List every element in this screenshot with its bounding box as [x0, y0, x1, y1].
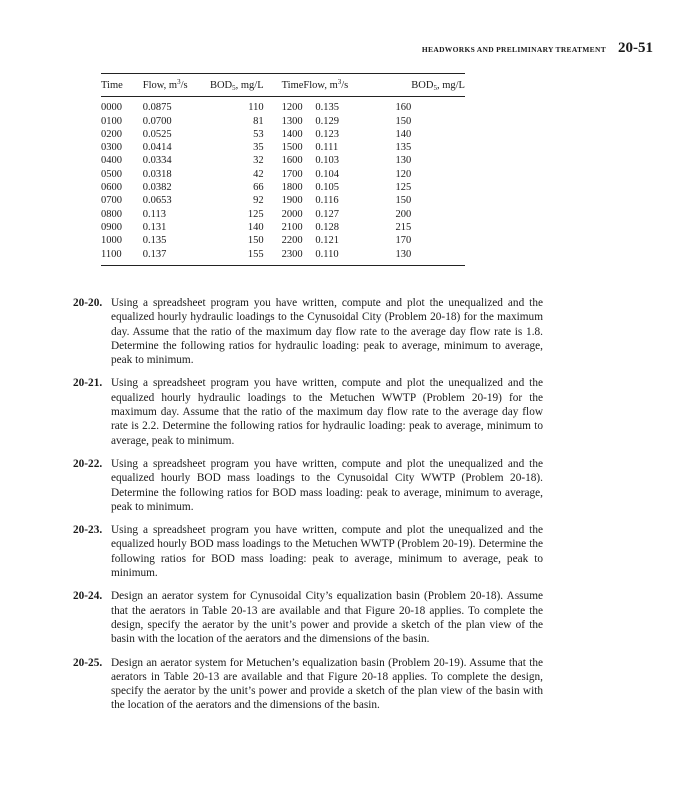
time-cell-2: 1600	[281, 155, 303, 167]
bod-cell-2: 140	[395, 128, 412, 140]
problem-number: 20-25.	[73, 656, 103, 669]
bod-cell: 81	[253, 115, 264, 127]
table-row	[101, 221, 465, 234]
table-row	[101, 128, 465, 141]
spacer-cell	[411, 181, 465, 194]
time-cell-2: 1700	[281, 168, 303, 180]
bod-cell: 155	[247, 248, 264, 260]
flow-cell-2: 0.129	[315, 115, 340, 127]
flow-cell-2: 0.123	[315, 128, 340, 140]
table-row	[101, 234, 465, 247]
spacer-cell	[411, 208, 465, 221]
time-cell-2: 2100	[281, 221, 303, 233]
flow-cell: 0.131	[142, 221, 167, 233]
flow-cell: 0.0700	[142, 115, 172, 127]
time-cell-2: 1800	[281, 182, 303, 194]
time-cell: 0400	[101, 155, 122, 167]
problem-number: 20-22.	[73, 457, 103, 470]
time-cell: 0700	[101, 195, 122, 207]
time-cell-2: 2300	[281, 248, 303, 260]
spacer-cell	[411, 141, 465, 154]
time-cell-2: 1200	[281, 102, 303, 114]
table-row	[101, 97, 465, 115]
col-header-flow: Flow, $m^3/s$	[142, 78, 188, 91]
problem-number: 20-24.	[73, 590, 103, 603]
table-row	[101, 115, 465, 128]
table-row	[101, 208, 465, 221]
col-header-time: Time	[101, 80, 123, 91]
problem-number: 20-23.	[73, 524, 103, 537]
bod-cell: 35	[253, 142, 264, 154]
table-row	[101, 168, 465, 181]
flow-cell: 0.0318	[142, 168, 172, 180]
problem-item	[73, 296, 543, 367]
bod-cell-2: 150	[395, 115, 412, 127]
problem-text: Using a spreadsheet program you have written, compute and plot the unequalized and the equalized hourly BOD mass loadings to the Metuchen WWTP (Problem 20-19). Determine the following ratios for BOD mass loading: peak to average, minimum to average, peak to minimum.	[111, 524, 543, 580]
spacer-cell	[411, 154, 465, 167]
problem-number: 20-20.	[73, 297, 103, 309]
col-header-flow-2: Flow, $m^3/s$	[303, 78, 349, 91]
problem-item	[73, 589, 543, 646]
flow-cell-2: 0.110	[315, 248, 339, 260]
col-header-bod: $BOD_5$, mg/L	[209, 80, 264, 92]
flow-cell-2: 0.105	[315, 182, 340, 194]
bod-cell-2: 130	[395, 155, 412, 167]
time-cell: 1100	[101, 248, 122, 260]
flow-cell: 0.0334	[142, 155, 172, 167]
flow-cell: 0.137	[142, 248, 167, 260]
bod-cell: 140	[247, 221, 264, 233]
problem-item	[73, 457, 543, 514]
time-cell-2: 2200	[281, 235, 303, 247]
time-cell-2: 1900	[281, 195, 303, 207]
time-cell: 0000	[101, 102, 122, 114]
spacer-cell	[411, 234, 465, 247]
bod-cell: 125	[247, 208, 264, 220]
time-cell: 0500	[101, 168, 122, 180]
time-cell-2: 2000	[281, 208, 303, 220]
bod-cell-2: 160	[395, 102, 412, 114]
problem-text: Design an aerator system for Cynusoidal City’s equalization basin (Problem 20-18). Assume that the aerators in Table 20-13 are available and that Figure 20-18 applies. To complete the design, specify the aerator by the unit’s power and provide a sketch of the plan view of the basin with the location of the aerators and the dimensions of the basin.	[111, 590, 543, 646]
spacer-cell	[411, 221, 465, 234]
bod-cell-2: 150	[395, 195, 412, 207]
time-cell: 0100	[101, 115, 122, 127]
flow-cell-2: 0.128	[315, 221, 340, 233]
time-cell: 0800	[101, 208, 122, 220]
spacer-cell	[411, 194, 465, 207]
spacer-cell	[411, 248, 465, 266]
problem-item	[73, 523, 543, 580]
problem-item	[73, 656, 543, 713]
bod-cell: 32	[253, 155, 264, 167]
bod-cell-2: 130	[395, 248, 412, 260]
problem-text: Using a spreadsheet program you have written, compute and plot the unequalized and the equalized hourly BOD mass loadings to the Cynusoidal City WWTP (Problem 20-18). Determine the following ratios for BOD mass loading: peak to average, minimum to average, peak to minimum.	[111, 457, 543, 513]
problem-text: Design an aerator system for Metuchen’s equalization basin (Problem 20-19). Assume that the aerators in Table 20-13 are available and that Figure 20-18 applies. To complete the design, specify the aerator by the unit’s power and provide a sketch of the plan view of the basin with the location of the aerators and the dimensions of the basin.	[111, 656, 543, 712]
page-number: 20-51	[618, 40, 653, 56]
table-row	[101, 248, 465, 266]
spacer-cell	[411, 97, 465, 115]
flow-cell-2: 0.116	[315, 195, 339, 207]
table-row	[101, 141, 465, 154]
time-cell-2: 1500	[281, 142, 303, 154]
time-cell: 0200	[101, 128, 122, 140]
problem-item	[73, 376, 543, 447]
flow-cell: 0.0875	[142, 102, 172, 114]
col-header-time-2: Time	[281, 80, 304, 91]
bod-cell-2: 215	[395, 221, 412, 233]
time-cell: 1000	[101, 235, 122, 247]
flow-cell: 0.0525	[142, 128, 172, 140]
flow-cell-2: 0.127	[315, 208, 340, 220]
bod-cell: 92	[253, 195, 264, 207]
problem-number: 20-21.	[73, 377, 103, 390]
flow-cell: 0.0382	[142, 182, 172, 194]
bod-cell-2: 120	[395, 168, 412, 180]
col-header-bod-2: $BOD_5$, mg/L	[411, 80, 465, 92]
bod-cell-2: 125	[395, 182, 412, 194]
bod-cell: 150	[247, 235, 264, 247]
spacer-cell	[411, 115, 465, 128]
time-cell-2: 1300	[281, 115, 303, 127]
flow-cell: 0.135	[142, 235, 167, 247]
running-header	[422, 40, 653, 57]
flow-cell: 0.113	[142, 208, 166, 220]
flow-bod-table	[101, 73, 465, 266]
flow-cell-2: 0.103	[315, 155, 340, 167]
table-row	[101, 154, 465, 167]
bod-cell: 110	[248, 102, 264, 114]
problem-text: Using a spreadsheet program you have written, compute and plot the unequalized and the equalized hourly hydraulic loadings to the Cynusoidal City (Problem 20-18) for the maximum day. Assume that the ratio of the maximum day flow rate to the average day flow rate is 1.8. Determine the following ratios for hydraulic loading: peak to average, minimum to average, peak to minimum.	[111, 297, 543, 367]
problem-text: Using a spreadsheet program you have written, compute and plot the unequalized and the equalized hourly hydraulic loadings to the Metuchen WWTP (Problem 20-19) for the maximum day. Assume that the ratio of the maximum day flow rate to the average day flow rate is 2.2. Determine the following ratios for hydraulic loading: peak to average, minimum to average, peak to minimum.	[111, 377, 543, 447]
flow-cell-2: 0.121	[315, 235, 340, 247]
bod-cell-2: 170	[395, 235, 412, 247]
problem-list	[73, 296, 543, 722]
bod-cell-2: 200	[395, 208, 412, 220]
time-cell: 0300	[101, 142, 122, 154]
running-title: HEADWORKS AND PRELIMINARY TREATMENT	[421, 45, 606, 54]
bod-cell: 42	[253, 168, 264, 180]
spacer-cell	[411, 128, 465, 141]
time-cell: 0900	[101, 221, 122, 233]
flow-cell-2: 0.111	[315, 142, 339, 154]
time-cell: 0600	[101, 182, 122, 194]
flow-cell-2: 0.135	[315, 102, 340, 114]
spacer-cell	[411, 168, 465, 181]
table-header-row	[101, 74, 465, 97]
table-row	[101, 194, 465, 207]
bod-cell: 66	[253, 182, 264, 194]
table-row	[101, 181, 465, 194]
flow-cell: 0.0653	[142, 195, 172, 207]
time-cell-2: 1400	[281, 128, 303, 140]
bod-cell: 53	[253, 128, 264, 140]
flow-cell-2: 0.104	[315, 168, 340, 180]
flow-cell: 0.0414	[142, 142, 172, 154]
bod-cell-2: 135	[395, 142, 412, 154]
